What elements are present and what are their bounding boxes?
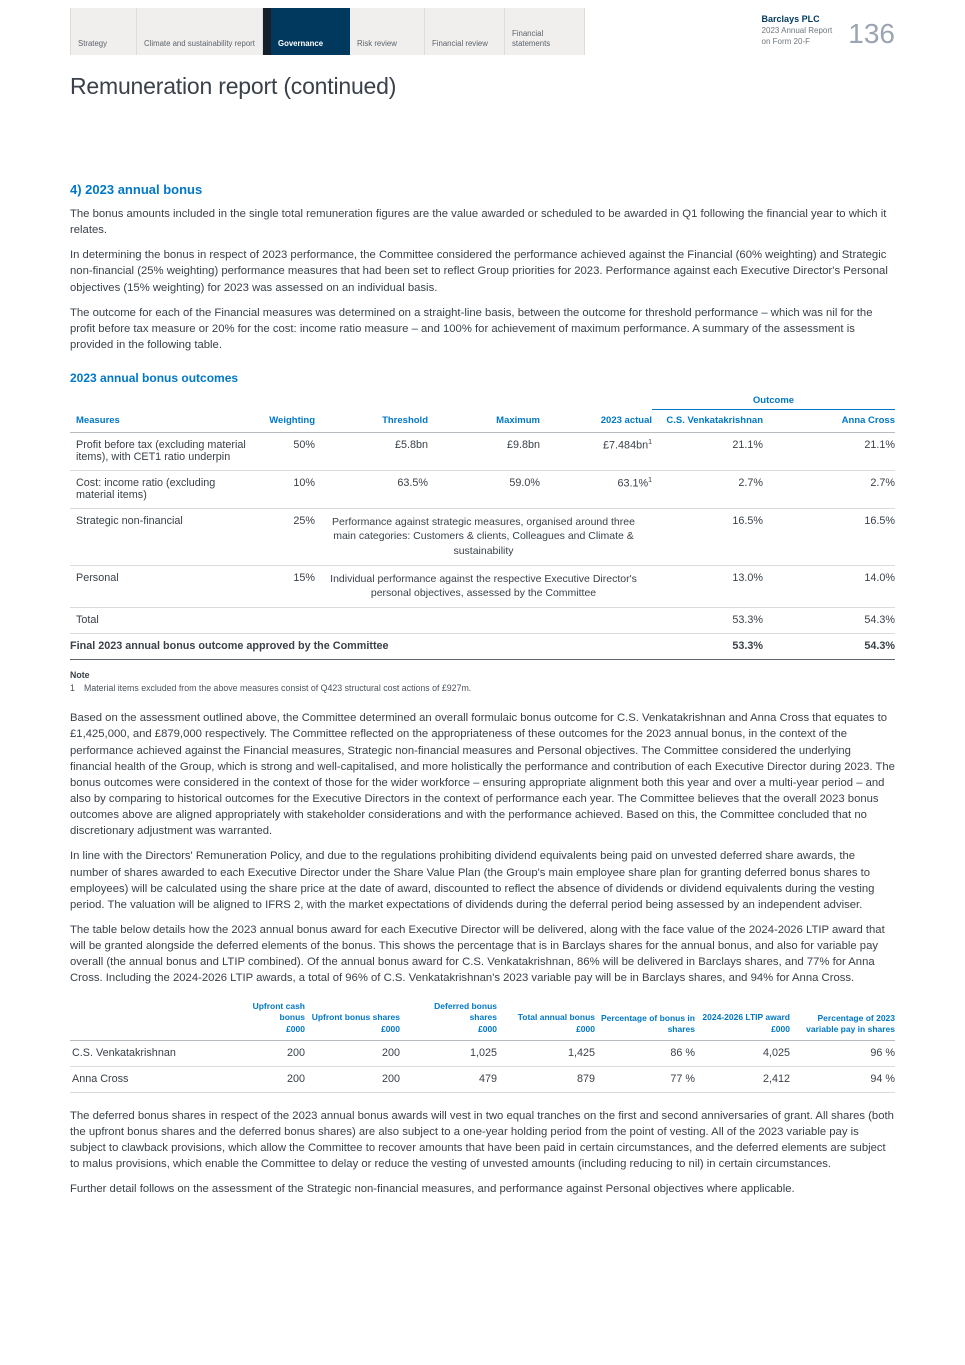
tab-financial-statements[interactable]: Financial statements [505, 8, 585, 55]
cell-measure: Total [70, 608, 265, 634]
column-header-anna-cross: Anna Cross [763, 410, 895, 433]
cell-upfront-cash: 200 [220, 1066, 305, 1092]
tab-climate-sustainability[interactable]: Climate and sustainability report [137, 8, 263, 55]
cell-description: Individual performance against the respective Executive Director's personal objectives, assessed by the Committee [315, 565, 652, 608]
body-paragraph-1: Based on the assessment outlined above, the Committee determined an overall formulaic bonus outcome for C.S. Venkatakrishnan and Anna Cross that equates to £1,425,000, and £879,000 respectively. The Committee reflected on the appropriateness of these outcomes for the 2023 annual bonus, in the context of the performance achieved against the Financial measures, Strategic non-financial measures and Personal objectives. The Committee considered the underlying financial health of the Group, which is strong and well-capitalised, and more holistically the performance and contribution of each Executive Director during 2023. The bonus outcomes were considered in the context of those for the wider workforce – ensuring appropriate alignment both this year and over a multi-year period – and also by comparing to historical outcomes for the Executive Directors in the context of performance each year. The Committee believes that the overall 2023 bonus outcomes above are aligned appropriately with stakeholder considerations and with the performance achieved. Based on this, the Committee concluded that no discretionary adjustment was warranted. [70, 712, 895, 838]
column-header-threshold: Threshold [315, 410, 428, 433]
column-header-pct-bonus-shares: Percentage of bonus in shares [595, 1001, 695, 1041]
table-row-total [70, 608, 895, 634]
final-outcome-venkatakrishnan: 53.3% [652, 634, 763, 660]
cell-measure: Profit before tax (excluding material items), with CET1 ratio underpin [70, 433, 265, 471]
cell-outcome-venkatakrishnan: 2.7% [652, 471, 763, 509]
final-outcome-cross: 54.3% [763, 634, 895, 660]
footnote-marker: 1 [648, 439, 652, 447]
note-heading: Note [70, 670, 90, 681]
outcome-group-header: Outcome [652, 393, 895, 410]
intro-paragraph-3: The outcome for each of the Financial measures was determined on a straight-line basis, between the outcome for threshold performance – which was nil for the profit before tax measure or 20% for the cost: income ratio measure – and 100% for achievement of maximum performance. A summary of the assessment is provided in the following table. [70, 306, 873, 351]
column-header-upfront-shares: Upfront bonus shares £000 [305, 1001, 400, 1041]
cell-outcome-venkatakrishnan: 21.1% [652, 433, 763, 471]
cell-pct-variable-shares: 96 % [790, 1040, 895, 1066]
final-row-label: Final 2023 annual bonus outcome approved by the Committee [70, 634, 652, 660]
main-content [70, 73, 895, 1197]
column-header-weighting: Weighting [265, 410, 315, 433]
bonus-table-caption: 2023 annual bonus outcomes [70, 371, 239, 386]
body-paragraph-3: The table below details how the 2023 annual bonus award for each Executive Director will be delivered, along with the face value of the 2024-2026 LTIP award that will be granted alongside the deferred elements of the bonus. This shows the percentage that is in Barclays shares for the annual bonus, and also for variable pay overall (the annual bonus and LTIP combined). Of the annual bonus award for C.S. Venkatakrishnan, 86% will be delivered in Barclays shares, and 77% for Anna Cross. Including the 2024-2026 LTIP awards, a total of 96% of C.S. Venkatakrishnan's 2023 variable pay will be in Barclays shares, and 94% for Anna Cross. [70, 924, 885, 985]
closing-paragraph-2: Further detail follows on the assessment of the Strategic non-financial measures, and performance against Personal objectives where applicable. [70, 1183, 795, 1196]
cell-outcome-cross: 54.3% [763, 608, 895, 634]
table-row-final-outcome [70, 634, 895, 660]
cell-empty [265, 608, 652, 634]
cell-threshold: 63.5% [315, 471, 428, 509]
intro-paragraph-1: The bonus amounts included in the single total remuneration figures are the value awarded or scheduled to be awarded in Q1 following the financial year to which it relates. [70, 208, 887, 237]
column-header-pct-variable-shares: Percentage of 2023 variable pay in shares [790, 1001, 895, 1041]
cell-pct-bonus-shares: 86 % [595, 1040, 695, 1066]
cell-outcome-cross: 2.7% [763, 471, 895, 509]
intro-paragraph-2: In determining the bonus in respect of 2023 performance, the Committee considered the performance achieved against the Financial (60% weighting) and Strategic non-financial (25% weighting) performance measures that had been set to reflect Group priorities for 2023. Performance against each Executive Director's Personal objectives (15% weighting) for 2023 was assessed on an individual basis. [70, 249, 888, 294]
cell-ltip-award: 4,025 [695, 1040, 790, 1066]
column-header-maximum: Maximum [428, 410, 540, 433]
note-item [70, 683, 895, 695]
cell-pct-variable-shares: 94 % [790, 1066, 895, 1092]
cell-upfront-shares: 200 [305, 1040, 400, 1066]
cell-measure: Personal [70, 565, 265, 608]
table-row-personal [70, 565, 895, 608]
cell-threshold: £5.8bn [315, 433, 428, 471]
cell-total-bonus: 879 [497, 1066, 595, 1092]
table-header-row [70, 1001, 895, 1041]
actual-value: £7.484bn [603, 439, 649, 452]
table-row-venkatakrishnan [70, 1040, 895, 1066]
cell-total-bonus: 1,425 [497, 1040, 595, 1066]
annual-bonus-outcomes-table [70, 393, 895, 660]
table-row-profit-before-tax [70, 433, 895, 471]
cell-upfront-cash: 200 [220, 1040, 305, 1066]
table-row-cost-income-ratio [70, 471, 895, 509]
cell-actual [540, 433, 652, 471]
cell-outcome-cross: 14.0% [763, 565, 895, 608]
cell-outcome-cross: 16.5% [763, 509, 895, 566]
cell-deferred-shares: 1,025 [400, 1040, 497, 1066]
tab-financial-review[interactable]: Financial review [425, 8, 505, 55]
cell-outcome-venkatakrishnan: 13.0% [652, 565, 763, 608]
column-header-ltip-award: 2024-2026 LTIP award £000 [695, 1001, 790, 1041]
tab-risk-review[interactable]: Risk review [350, 8, 425, 55]
header-right [762, 8, 895, 55]
cell-actual [540, 471, 652, 509]
cell-upfront-shares: 200 [305, 1066, 400, 1092]
column-header-deferred-shares: Deferred bonus shares £000 [400, 1001, 497, 1041]
table-header-row [70, 410, 895, 433]
cell-maximum: £9.8bn [428, 433, 540, 471]
cell-outcome-cross: 21.1% [763, 433, 895, 471]
report-line-2: on Form 20-F [761, 36, 811, 46]
closing-paragraph-1: The deferred bonus shares in respect of the 2023 annual bonus awards will vest in two equal tranches on the first and second anniversaries of grant. All shares (both the upfront bonus shares and the deferred bonus shares) are also subject to a one-year holding period from the point of vesting. All of the 2023 variable pay is subject to clawback provisions, which allow the Committee to recover amounts that have been paid in certain circumstances, and the deferred elements are subject to malus provisions, which enable the Committee to delay or reduce the vesting of unvested amounts (including reducing to nil) in certain circumstances. [70, 1109, 894, 1171]
page-title: Remuneration report (continued) [70, 73, 397, 99]
section-heading: 4) 2023 annual bonus [70, 182, 203, 197]
column-header-venkatakrishnan: C.S. Venkatakrishnan [652, 410, 763, 433]
cell-deferred-shares: 479 [400, 1066, 497, 1092]
cell-maximum: 59.0% [428, 471, 540, 509]
cell-description: Performance against strategic measures, organised around three main categories: Customers & clients, Colleagues and Climate & sustainability [315, 509, 652, 566]
note-text: Material items excluded from the above measures consist of Q423 structural cost actions of £927m. [84, 683, 472, 694]
cell-outcome-venkatakrishnan: 53.3% [652, 608, 763, 634]
cell-ltip-award: 2,412 [695, 1066, 790, 1092]
bonus-delivery-table [70, 1001, 895, 1093]
brand-name: Barclays PLC [761, 14, 820, 24]
column-header-empty [70, 1001, 220, 1041]
cell-pct-bonus-shares: 77 % [595, 1066, 695, 1092]
cell-measure: Strategic non-financial [70, 509, 265, 566]
top-navigation [70, 8, 895, 55]
cell-outcome-venkatakrishnan: 16.5% [652, 509, 763, 566]
note-marker: 1 [70, 683, 75, 694]
column-header-2023-actual: 2023 actual [540, 410, 652, 433]
report-line-1: 2023 Annual Report [761, 26, 833, 36]
column-header-upfront-cash: Upfront cash bonus £000 [220, 1001, 305, 1041]
cell-weighting: 50% [265, 433, 315, 471]
actual-value: 63.1% [617, 477, 649, 490]
cell-director-name: Anna Cross [70, 1066, 220, 1092]
report-brand [762, 13, 833, 55]
cell-weighting: 15% [265, 565, 315, 608]
column-header-total-bonus: Total annual bonus £000 [497, 1001, 595, 1041]
footnote-marker: 1 [648, 477, 652, 485]
table-row-strategic-non-financial [70, 509, 895, 566]
cell-measure: Cost: income ratio (excluding material items) [70, 471, 265, 509]
table-row-anna-cross [70, 1066, 895, 1092]
tab-strategy[interactable]: Strategy [70, 8, 137, 55]
page-number: 136 [848, 18, 895, 49]
cell-weighting: 25% [265, 509, 315, 566]
body-paragraph-2: In line with the Directors' Remuneration Policy, and due to the regulations prohibiting dividend equivalents being paid on unvested deferred share awards, the number of shares awarded to each Executive Director under the Share Value Plan (the Group's main employee share plan for granting deferred bonus shares to employees) will be calculated using the share price at the date of award, discounted to reflect the absence of dividends or dividend equivalents during the vesting period. The valuation will be aligned to IFRS 2, with the market expectations of dividends during the deferral period being assessed by an independent adviser. [70, 850, 875, 911]
tab-governance[interactable]: Governance [263, 8, 350, 55]
cell-director-name: C.S. Venkatakrishnan [70, 1040, 220, 1066]
outcome-spanner-row [70, 393, 895, 410]
cell-weighting: 10% [265, 471, 315, 509]
note-section [70, 670, 895, 695]
column-header-measures: Measures [70, 410, 265, 433]
